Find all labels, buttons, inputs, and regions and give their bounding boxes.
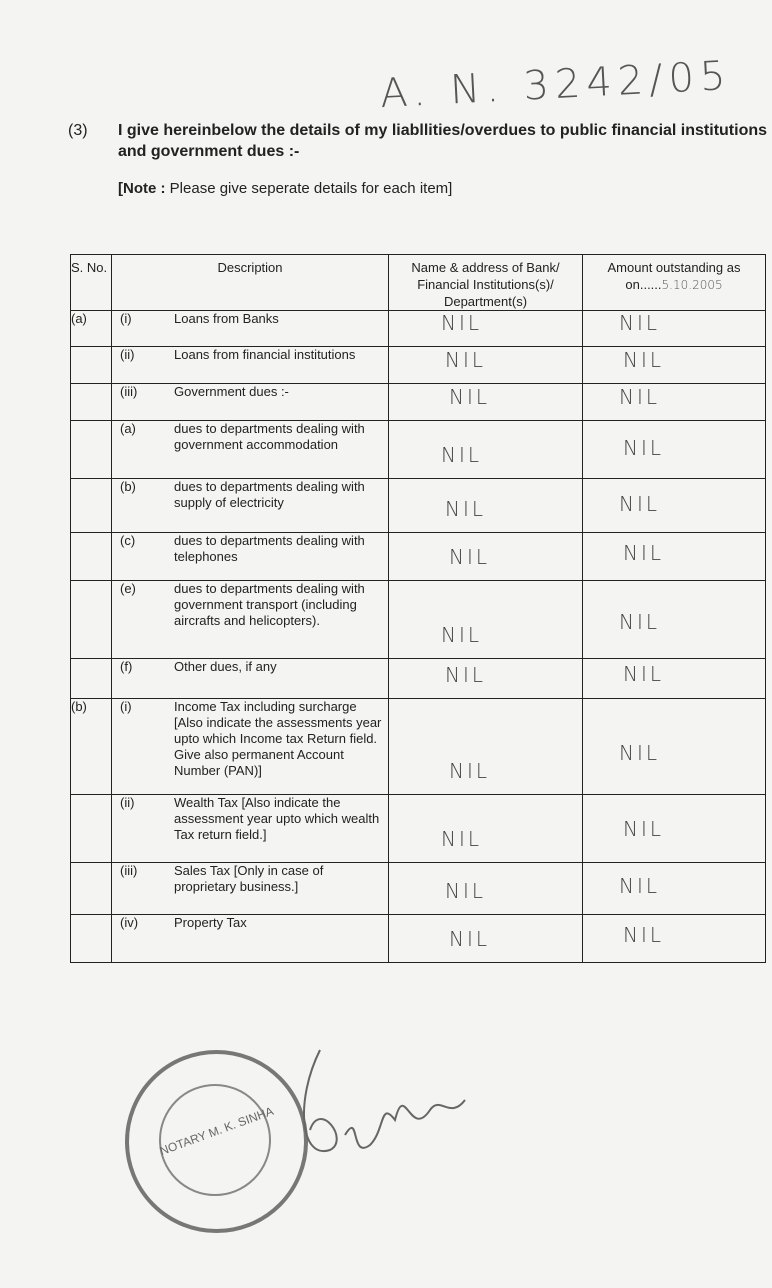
- row-bank-cell: [389, 915, 583, 963]
- row-amount-value: NIL: [619, 311, 661, 335]
- row-amount-cell: [583, 311, 766, 347]
- row-amount-value: NIL: [619, 874, 661, 898]
- row-description-cell: [112, 699, 389, 795]
- row-sub-number: (b): [120, 479, 136, 494]
- signature: [290, 1040, 510, 1180]
- table-row: [71, 581, 766, 659]
- header-amount: [583, 255, 766, 311]
- row-amount-value: NIL: [623, 662, 665, 686]
- row-bank-cell: [389, 533, 583, 581]
- row-amount-cell: [583, 795, 766, 863]
- row-bank-value: NIL: [445, 497, 487, 521]
- row-amount-value: NIL: [619, 610, 661, 634]
- row-bank-value: NIL: [441, 311, 483, 335]
- header-amount-prefix: Amount outstanding as on......: [607, 260, 741, 292]
- row-description: Other dues, if any: [174, 659, 277, 674]
- row-sub-number: (c): [120, 533, 136, 548]
- row-description-cell: [112, 915, 389, 963]
- note: [118, 180, 452, 197]
- header-sno: S. No.: [71, 255, 112, 311]
- row-bank-cell: [389, 795, 583, 863]
- row-amount-value: NIL: [623, 436, 665, 460]
- row-group: [71, 915, 112, 963]
- row-amount-cell: [583, 915, 766, 963]
- row-amount-value: NIL: [623, 923, 665, 947]
- row-description: Income Tax including surcharge [Also indicate the assessments year upto which Income tax Return field. Give also permanent Account Number (PAN)]: [174, 699, 382, 778]
- table-row: [71, 347, 766, 384]
- row-amount-value: NIL: [619, 741, 661, 765]
- row-bank-cell: [389, 479, 583, 533]
- row-sub-number: (i): [120, 311, 132, 326]
- row-amount-cell: [583, 533, 766, 581]
- note-prefix: [Note :: [118, 180, 166, 197]
- row-bank-cell: [389, 863, 583, 915]
- row-bank-value: NIL: [441, 827, 483, 851]
- row-description: dues to departments dealing with government accommodation: [174, 421, 365, 452]
- table-row: [71, 311, 766, 347]
- row-bank-value: NIL: [445, 879, 487, 903]
- row-bank-value: NIL: [441, 623, 483, 647]
- row-bank-cell: [389, 347, 583, 384]
- row-amount-cell: [583, 479, 766, 533]
- table-row: [71, 863, 766, 915]
- row-bank-cell: [389, 581, 583, 659]
- row-description: Sales Tax [Only in case of proprietary business.]: [174, 863, 324, 894]
- header-description: Description: [112, 255, 389, 311]
- row-bank-value: NIL: [449, 927, 491, 951]
- row-description: dues to departments dealing with government transport (including aircrafts and helicopters).: [174, 581, 365, 628]
- row-bank-value: NIL: [441, 443, 483, 467]
- row-group: [71, 479, 112, 533]
- row-description-cell: [112, 421, 389, 479]
- row-amount-cell: [583, 659, 766, 699]
- row-description: Loans from financial institutions: [174, 347, 356, 362]
- clause-heading: I give hereinbelow the details of my liabllities/overdues to public financial institutions and government dues :-: [118, 122, 768, 160]
- table-row: [71, 479, 766, 533]
- row-amount-value: NIL: [623, 541, 665, 565]
- header-amount-date: 5.10.2005: [661, 278, 723, 292]
- row-group: [71, 659, 112, 699]
- row-description-cell: [112, 347, 389, 384]
- table-row: [71, 699, 766, 795]
- table-row: [71, 421, 766, 479]
- row-bank-value: NIL: [449, 545, 491, 569]
- row-sub-number: (iii): [120, 863, 138, 878]
- row-group: [71, 384, 112, 421]
- table-row: [71, 795, 766, 863]
- row-sub-number: (iii): [120, 384, 138, 399]
- row-group: (a): [71, 311, 112, 347]
- row-description: Government dues :-: [174, 384, 289, 399]
- row-description: dues to departments dealing with telephones: [174, 533, 365, 564]
- row-bank-cell: [389, 384, 583, 421]
- row-description: Wealth Tax [Also indicate the assessment year upto which wealth Tax return field.]: [174, 795, 380, 842]
- row-amount-cell: [583, 699, 766, 795]
- row-group: [71, 421, 112, 479]
- row-group: (b): [71, 699, 112, 795]
- row-group: [71, 581, 112, 659]
- notary-stamp: [125, 1050, 308, 1233]
- row-sub-number: (a): [120, 421, 136, 436]
- handwritten-reference: A. N. 3242/05: [379, 52, 733, 118]
- row-description-cell: [112, 479, 389, 533]
- note-text: Please give seperate details for each item]: [165, 180, 453, 197]
- row-description: dues to departments dealing with supply of electricity: [174, 479, 365, 510]
- row-bank-value: NIL: [445, 663, 487, 687]
- row-sub-number: (ii): [120, 347, 135, 362]
- stamp-text: NOTARY M. K. SINHA: [157, 1103, 276, 1159]
- row-amount-cell: [583, 347, 766, 384]
- row-bank-cell: [389, 659, 583, 699]
- row-description-cell: [112, 533, 389, 581]
- row-bank-value: NIL: [449, 385, 491, 409]
- row-amount-value: NIL: [619, 385, 661, 409]
- row-bank-value: NIL: [449, 759, 491, 783]
- row-bank-cell: [389, 311, 583, 347]
- row-description-cell: [112, 863, 389, 915]
- table-row: [71, 533, 766, 581]
- row-sub-number: (e): [120, 581, 136, 596]
- clause-number: (3): [68, 122, 88, 139]
- row-sub-number: (f): [120, 659, 133, 674]
- row-amount-value: NIL: [619, 492, 661, 516]
- row-description-cell: [112, 581, 389, 659]
- row-group: [71, 863, 112, 915]
- row-bank-cell: [389, 699, 583, 795]
- header-bank: Name & address of Bank/ Financial Institutions(s)/ Department(s): [389, 255, 583, 311]
- table-row: [71, 915, 766, 963]
- row-amount-cell: [583, 421, 766, 479]
- row-sub-number: (ii): [120, 795, 135, 810]
- row-bank-value: NIL: [445, 348, 487, 372]
- table-row: [71, 384, 766, 421]
- row-amount-value: NIL: [623, 348, 665, 372]
- row-amount-value: NIL: [623, 817, 665, 841]
- row-amount-cell: [583, 384, 766, 421]
- row-description-cell: [112, 795, 389, 863]
- row-group: [71, 533, 112, 581]
- liabilities-table: [70, 254, 766, 963]
- row-group: [71, 347, 112, 384]
- row-sub-number: (iv): [120, 915, 139, 930]
- row-amount-cell: [583, 863, 766, 915]
- table-row: [71, 659, 766, 699]
- row-sub-number: (i): [120, 699, 132, 714]
- row-description-cell: [112, 311, 389, 347]
- row-description: Property Tax: [174, 915, 247, 930]
- row-description-cell: [112, 384, 389, 421]
- row-description: Loans from Banks: [174, 311, 279, 326]
- row-amount-cell: [583, 581, 766, 659]
- row-description-cell: [112, 659, 389, 699]
- row-bank-cell: [389, 421, 583, 479]
- row-group: [71, 795, 112, 863]
